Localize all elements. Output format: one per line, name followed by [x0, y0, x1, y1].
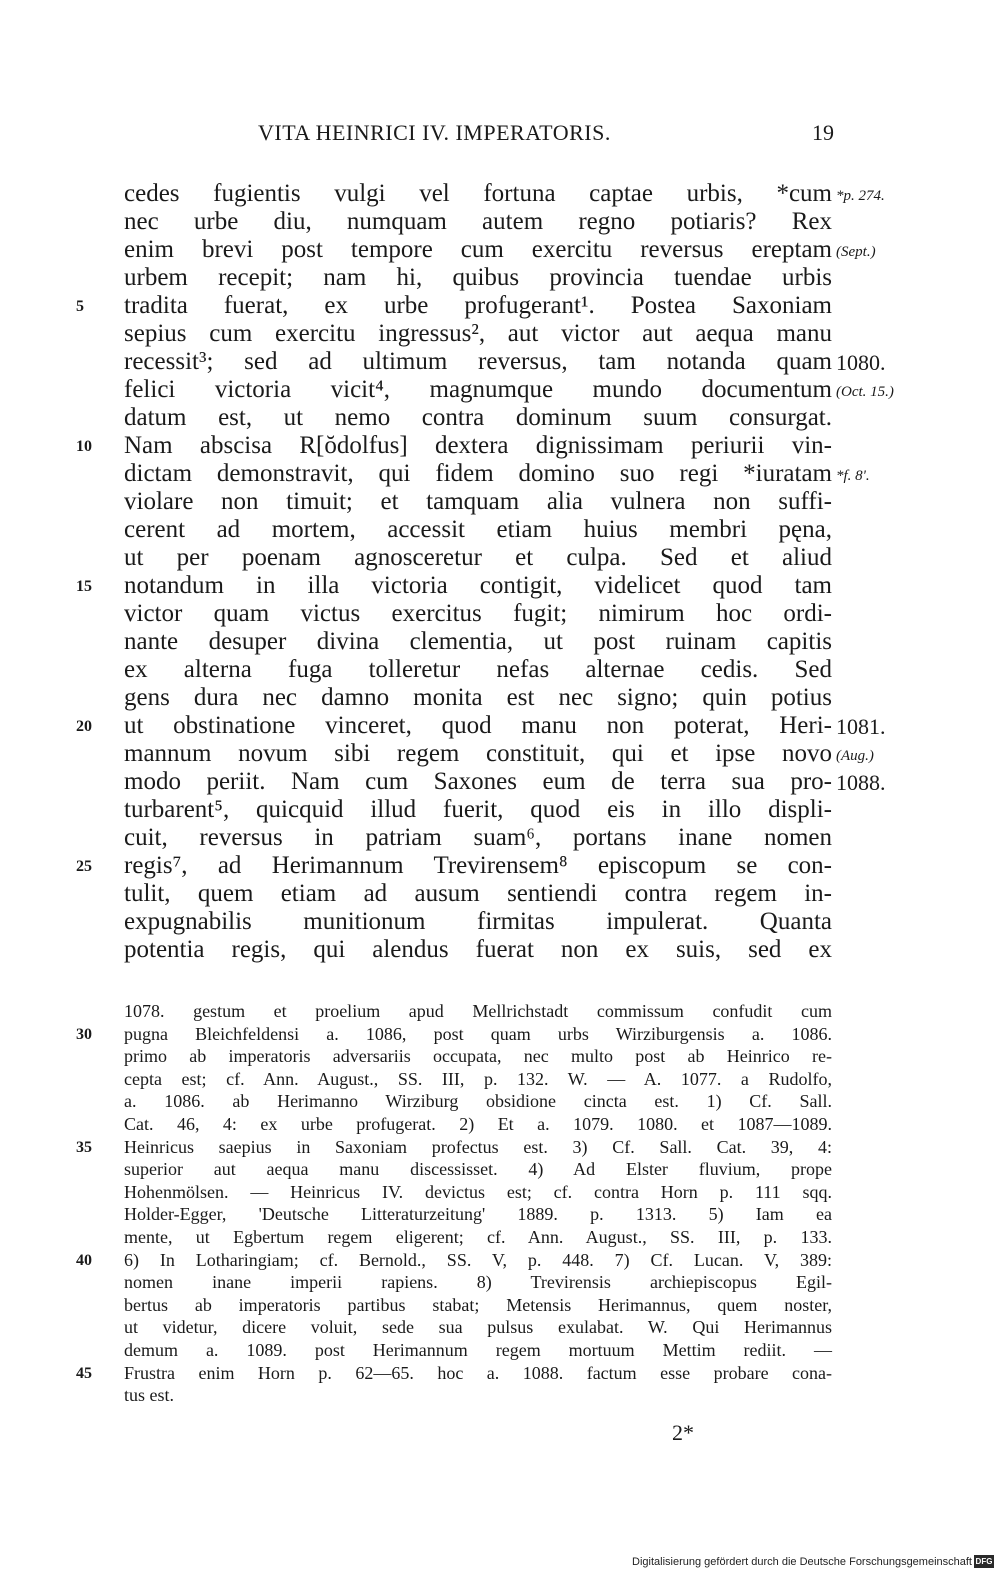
margin-year: 1080.	[836, 350, 886, 375]
footnote-line: mente, ut Egbertum regem eligerent; cf. Ann. August., SS. III, p. 133.	[124, 1226, 832, 1247]
text-line: potentia regis, qui alendus fuerat non ex suis, sed ex	[124, 936, 832, 963]
footnotes	[124, 1000, 832, 1407]
text-line: sepius cum exercitu ingressus², aut victor aut aequa manu	[124, 320, 832, 347]
footnote-line: Holder-Egger, 'Deutsche Litteraturzeitung' 1889. p. 1313. 5) Iam ea	[124, 1204, 832, 1225]
footnote-line: nomen inane imperii rapiens. 8) Trevirensis archiepiscopus Egil-	[124, 1272, 832, 1293]
digitization-credit: Digitalisierung gefördert durch die Deutsche Forschungsgemeinschaft	[632, 1556, 972, 1568]
text-line: expugnabilis munitionum firmitas impulerat. Quanta	[124, 908, 832, 935]
margin-reference: (Aug.)	[836, 748, 874, 764]
text-line: felici victoria vicit⁴, magnumque mundo documentum	[124, 376, 832, 403]
margin-reference: (Sept.)	[836, 244, 876, 260]
text-line: turbarent⁵, quicquid illud fuerit, quod eis in illo displi-	[124, 796, 832, 823]
text-line: regis⁷, ad Herimannum Trevirensem⁸ episcopum se con-	[124, 852, 832, 879]
margin-reference: *f. 8'.	[836, 468, 870, 484]
text-line: nec urbe diu, numquam autem regno potiaris? Rex	[124, 208, 832, 235]
text-line: dictam demonstravit, qui fidem domino suo regi *iuratam	[124, 460, 832, 487]
line-number: 40	[76, 1251, 92, 1269]
footnote-line: primo ab imperatoris adversariis occupata, nec multo post ab Heinrico re-	[124, 1046, 832, 1067]
main-text	[124, 180, 832, 964]
text-line: urbem recepit; nam hi, quibus provincia tuendae urbis	[124, 264, 832, 291]
line-number: 10	[76, 438, 92, 455]
text-line: modo periit. Nam cum Saxones eum de terra sua pro-	[124, 768, 832, 795]
text-line: tradita fuerat, ex urbe profugerant¹. Postea Saxoniam	[124, 292, 832, 319]
footnote-line: Cat. 46, 4: ex urbe profugerat. 2) Et a. 1079. 1080. et 1087—1089.	[124, 1113, 832, 1134]
footnote-line: Frustra enim Horn p. 62—65. hoc a. 1088. factum esse probare cona-	[124, 1362, 832, 1383]
text-line: ut obstinatione vinceret, quod manu non poterat, Heri-	[124, 712, 832, 739]
margin-year: 1081.	[836, 714, 886, 739]
text-line: gens dura nec damno monita est nec signo; quin potius	[124, 684, 832, 711]
line-number: 20	[76, 718, 92, 735]
margin-reference: (Oct. 15.)	[836, 384, 894, 400]
line-number: 15	[76, 578, 92, 595]
footnote-line: Hohenmölsen. — Heinricus IV. devictus est; cf. contra Horn p. 111 sqq.	[124, 1181, 832, 1202]
text-line: enim brevi post tempore cum exercitu reversus ereptam	[124, 236, 832, 263]
footnote-line: 6) In Lotharingiam; cf. Bernold., SS. V, p. 448. 7) Cf. Lucan. V, 389:	[124, 1249, 832, 1270]
text-line: ut per poenam agnosceretur et culpa. Sed et aliud	[124, 544, 832, 571]
footnote-line: tus est.	[124, 1385, 175, 1406]
line-number: 5	[76, 298, 84, 315]
line-number: 45	[76, 1364, 92, 1382]
footnote-line: Heinricus saepius in Saxoniam profectus est. 3) Cf. Sall. Cat. 39, 4:	[124, 1136, 832, 1157]
footnote-line: a. 1086. ab Herimanno Wirziburg obsidione cincta est. 1) Cf. Sall.	[124, 1091, 832, 1112]
text-line: ex alterna fuga tolleretur nefas alternae cedis. Sed	[124, 656, 832, 683]
footnote-line: demum a. 1089. post Herimannum regem mortuum Mettim rediit. —	[124, 1339, 832, 1360]
signature-mark: 2*	[672, 1420, 694, 1445]
line-number: 35	[76, 1138, 92, 1156]
text-line: victor quam victus exercitus fugit; nimirum hoc ordi-	[124, 600, 832, 627]
running-header: VITA HEINRICI IV. IMPERATORIS.	[258, 120, 611, 145]
footnote-line: ut videtur, dicere voluit, sede sua pulsus exulabat. W. Qui Herimannus	[124, 1317, 832, 1338]
text-line: violare non timuit; et tamquam alia vulnera non suffi-	[124, 488, 832, 515]
footnote-line: pugna Bleichfeldensi a. 1086, post quam urbs Wirziburgensis a. 1086.	[124, 1023, 832, 1044]
line-number: 25	[76, 858, 92, 875]
text-line: cedes fugientis vulgi vel fortuna captae urbis, *cum	[124, 180, 832, 207]
text-line: mannum novum sibi regem constituit, qui et ipse novo	[124, 740, 832, 767]
text-line: nante desuper divina clementia, ut post ruinam capitis	[124, 628, 832, 655]
page-number: 19	[812, 120, 834, 145]
text-line: cerent ad mortem, accessit etiam huius membri pęna,	[124, 516, 832, 543]
margin-year: 1088.	[836, 770, 886, 795]
footnote-line: superior aut aequa manu discessisset. 4) Ad Elster fluvium, prope	[124, 1159, 832, 1180]
line-number: 30	[76, 1025, 92, 1043]
margin-reference: *p. 274.	[836, 188, 885, 204]
footnote-line: 1078. gestum et proelium apud Mellrichstadt commissum confudit cum	[124, 1001, 832, 1021]
text-line: cuit, reversus in patriam suam⁶, portans inane nomen	[124, 824, 832, 851]
dfg-logo: DFG	[975, 1557, 993, 1566]
text-line: datum est, ut nemo contra dominum suum consurgat.	[124, 404, 832, 431]
footnote-line: cepta est; cf. Ann. August., SS. III, p. 132. W. — A. 1077. a Rudolfo,	[124, 1068, 832, 1089]
text-line: tulit, quem etiam ad ausum sentiendi contra regem in-	[124, 880, 832, 907]
text-line: notandum in illa victoria contigit, videlicet quod tam	[124, 572, 832, 599]
text-line: Nam abscisa R[ŏdolfus] dextera dignissimam periurii vin-	[124, 432, 832, 459]
footnote-line: bertus ab imperatoris partibus stabat; Metensis Herimannus, quem noster,	[124, 1294, 832, 1315]
text-line: recessit³; sed ad ultimum reversus, tam notanda quam	[124, 348, 832, 375]
